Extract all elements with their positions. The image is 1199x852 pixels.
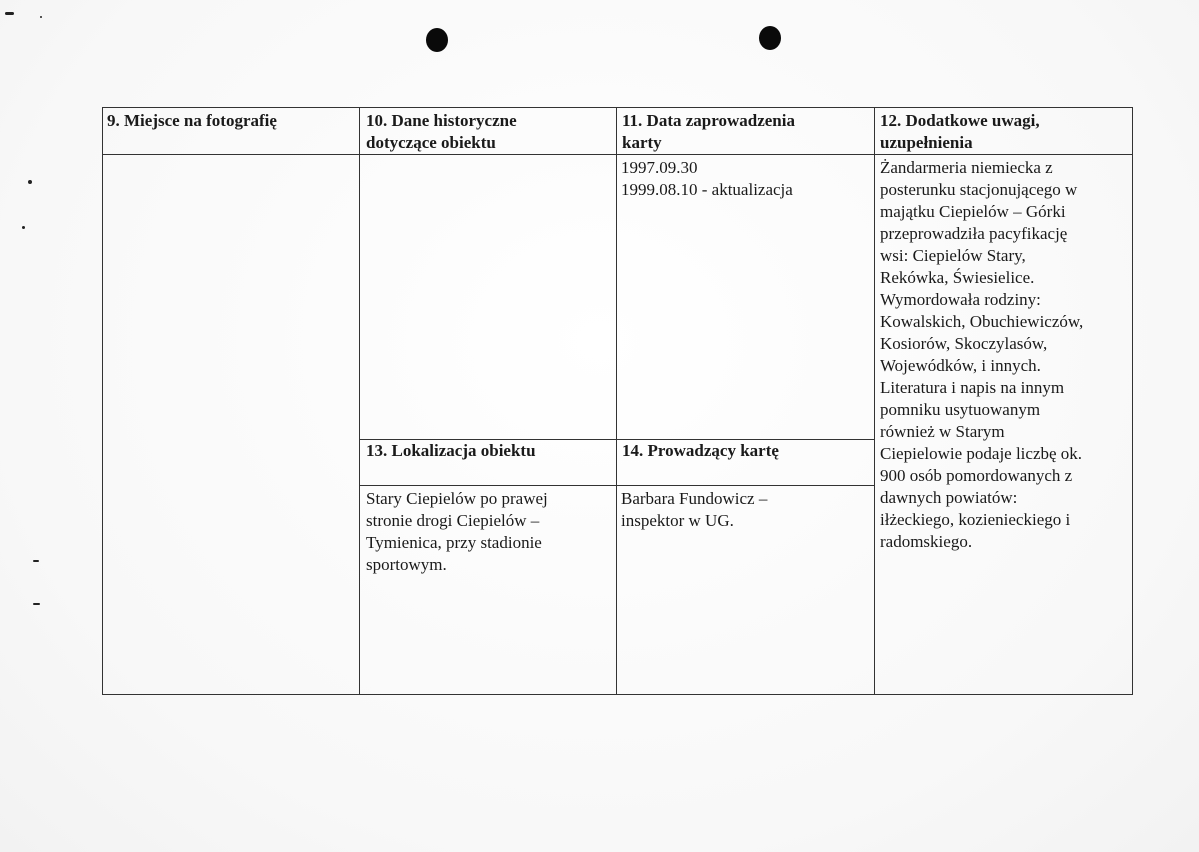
punch-hole-left bbox=[426, 28, 448, 52]
header-location: 13. Lokalizacja obiektu bbox=[366, 441, 536, 460]
maintainer-text: Barbara Fundowicz – inspektor w UG. bbox=[621, 489, 768, 530]
header-photo-place: 9. Miejsce na fotografię bbox=[107, 111, 277, 130]
table-divider bbox=[359, 108, 360, 694]
header-remarks: 12. Dodatkowe uwagi, uzupełnienia bbox=[880, 111, 1040, 152]
header-card-date: 11. Data zaprowadzenia karty bbox=[622, 111, 795, 152]
punch-hole-right bbox=[759, 26, 781, 50]
header-maintainer: 14. Prowadzący kartę bbox=[622, 441, 779, 460]
scan-speck bbox=[5, 12, 14, 15]
table-divider bbox=[103, 154, 1132, 155]
header-historical-data: 10. Dane historyczne dotyczące obiektu bbox=[366, 111, 517, 152]
scan-speck bbox=[33, 603, 40, 605]
scan-speck bbox=[33, 560, 39, 562]
card-dates: 1997.09.30 1999.08.10 - aktualizacja bbox=[621, 158, 793, 199]
location-text: Stary Ciepielów po prawej stronie drogi Ciepielów – Tymienica, przy stadionie sportowym. bbox=[366, 489, 548, 574]
scan-speck bbox=[28, 180, 32, 184]
scan-speck bbox=[40, 16, 42, 18]
table-divider bbox=[359, 485, 874, 486]
table-divider bbox=[874, 108, 875, 694]
scan-speck bbox=[22, 226, 25, 229]
table-divider bbox=[616, 108, 617, 694]
remarks-text: Żandarmeria niemiecka z posterunku stacjonującego w majątku Ciepielów – Górki przeprowadziła pacyfikację wsi: Ciepielów Stary, Rekówka, Świesielice. Wymordowała rodziny: Kowalskich, Obuchiewiczów, Kosiorów, Skoczylasów, Wojewódków, i innych. Literatura i napis na innym pomniku usytuowanym również w Starym Ciepielowie podaje liczbę ok. 900 osób pomordowanych z dawnych powiatów: iłżeckiego, kozienieckiego i radomskiego. bbox=[880, 158, 1084, 551]
